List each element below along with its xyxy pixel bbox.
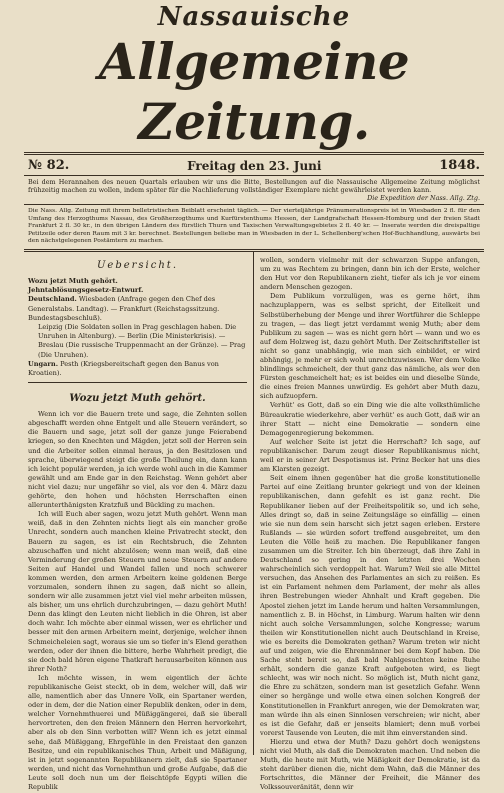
article-paragraph: Verhüt' es Gott, daß so ein Ding wie die alte volksthümliche Büreaukratie wiederkehre, aber verhüt' es auch Gott, daß wir an ihrer Statt — nicht eine Demokratie — sondern eine Demagogenregierung bekommen. xyxy=(260,401,480,437)
overview-item: Wozu jetzt Muth gehört. xyxy=(28,276,118,285)
overview-rule xyxy=(28,382,247,383)
article-paragraph: Auf welcher Seite ist jetzt die Herrschaft? Ich sage, auf republikanischer. Darum zeugt dieser Republikanismus nicht, weil er in seiner Art Despotismus ist. Prinz Becker hat uns dies am Klarsten gezeigt. xyxy=(260,437,480,474)
article-paragraph: Wenn ich vor die Bauern trete und sage, die Zehnten sollen abgeschafft werden ohne Entgelt und alle Steuern verändert, so die Bauern und sage, jetzt soll der ganze junge Feierabend kriegen, so den Knechten und Mägden, jetzt soll der Herren sein und die Arbeiter sollen einmal heraus, ja den Besitzlosen und sprache, überwiegend steigt die große Theilung ein, dann kann ich leicht populär werden, ja ich werde wohl auch in die Kammer gewählt und am Ende gar in den Reichstag. Wenn gehört aber nicht viel dazu; nur ungefähr so viel, als vor den 4. März dazu gehörte, den hohen und höchsten Herrschaften einen allerunterthänigsten Kratzfuß und Bückling zu machen. xyxy=(28,410,247,510)
article-paragraph: Dem Publikum vorzulügen, was es gerne hört, ihm nachzuplappern, was es selbst spricht, der Eitelkeit und Selbstüberhebung der Menge und ihrer Wortführer die Schleppe zu tragen, — das liegt jetzt verdammt wenig Muth; aber dem Publikum zu sagen — was es nicht gern hört — wann und wo es auf dem Holzweg ist, dazu gehört Muth. Der Zeitschriftsteller ist nicht so ganz unabhängig, wie man sich einbildet, er wird abhängig, je mehr er sich wohl unrechtzuwissen. Wer dem Volke blindlings schmeichelt, der thut ganz das nämliche, als wer den Fürsten geschmeichelt hat; es ist beides ein und dieselbe Sünde, die eines freien Mannes unwürdig. Es gehört aber Muth dazu, sich aufzuopfern. xyxy=(260,292,480,401)
masthead-top: Nassauische xyxy=(157,2,351,32)
issue-number: № 82. xyxy=(28,158,70,173)
overview-list xyxy=(28,277,247,378)
left-column xyxy=(24,252,254,792)
overview-item: Deutschland. Wiesbaden (Anfrage gegen den Chef des Generalstabs. Landtag). — Frankfurt (Reichstagssitzung. Bundestagsbeschluß). xyxy=(28,295,220,322)
overview-heading: Uebersicht. xyxy=(96,259,178,271)
notice-text: Bei dem Herannahen des neuen Quartals erlauben wir uns die Bitte, Bestellungen auf die Nassauische Allgemeine Zeitung möglichst frühzeitig machen zu wollen, indem später für die Nachlieferung vollständiger Exemplare nicht gewährleistet werden kann. xyxy=(28,178,480,194)
article-paragraph: Ich möchte wissen, in wem eigentlich der ächte republikanische Geist steckt, ob in dem, welcher will, daß wir alle, namentlich aber das Unnere Volk, ein Spartaner werden, oder in dem, der die Nation einer Republik denken, oder in dem, welcher Vornehmthuerei und Müßiggängerei, daß sie überall hervortreten, den den freien Männern den Herren hervorkehrt, aber als ob den Sinn verbotten will? Wenn ich es jetzt einmal sehe, daß Müßiggang, Ehrgefühle in den Freistaat den ganzen Besitze, und ein republikanisches Thun, Arbeit und Mäßigung, ist in jetzt sogenannten Republikanern zielt, daß sie Spartaner werden, und nicht das Vornehmthun und große Aufgabe, daß die Leute soll doch nun um der fleischtöpfe Egypti willen die Republik xyxy=(28,673,247,792)
article-body-left xyxy=(28,410,247,792)
right-column xyxy=(254,252,484,792)
article-title: Wozu jetzt Muth gehört. xyxy=(69,393,206,405)
issue-date: Freitag den 23. Juni xyxy=(187,158,322,173)
article-paragraph: wollen, sondern vielmehr mit der schwarzen Suppe anfangen, um zu was Rechtem zu bringen, dann bin ich der Erste, welcher den Hut vor den Republikanern zieht, tiefer als ich je vor einem andern Menschen gezogen. xyxy=(260,255,480,292)
article-body-right xyxy=(260,256,480,793)
article-paragraph: Hierzu und etwa der Muth? Dazu gehört doch wenigstens nicht viel Muth, als daß die Demokraten machen. Und neben die Muth, die heute mit Muth, wie Mäßigkeit der Demokratie, ist da steht darüber dienen die, nicht dem Wahn, daß die Männer des Fortschrittes, die Männer der Freiheit, die Männer des Volkssouveränität, denn wir xyxy=(260,737,480,792)
overview-item: Ungarn. Pesth (Kriegsbereitschaft gegen den Banus von Kroatien). xyxy=(28,359,219,377)
subscription-terms: Die Nass. Allg. Zeitung mit ihrem belletristischen Beiblatt erscheint täglich. — Der vierteljährige Pränumerationspreis ist in Wiesbaden 2 fl. für den Umfang des Herzogthums Nassau, des Großherzogthums und Kurfürstenthums Hessen, der Landgrafschaft Hessen-Homburg und der freien Stadt Frankfurt 2 fl. 30 kr., in den übrigen Ländern des fürstlich Thurn und Taxischen Verwaltungsgebietes 2 fl. 40 kr. — Inserate werden die dreispaltige Petitzeile oder deren Raum mit 3 kr. berechnet. Bestellungen beliebe man in Wiesbaden in der L. Schellenberg'schen Hof-Buchhandlung, auswärts bei den nächstgelegenen Postämtern zu machen. xyxy=(28,208,480,245)
issue-year: 1848. xyxy=(439,158,480,173)
overview-item: Leipzig (Die Soldaten sollen in Prag geschlagen haben. Die Unruhen in Altenburg). — Berlin (Die Ministerkrisis). — Breslau (Die russische Truppenmacht an der Gränze). — Prag (Die Unruhen). xyxy=(38,322,246,359)
masthead-title: Allgemeine Zeitung. xyxy=(98,32,410,151)
notice-signature: Die Expedition der Nass. Allg. Ztg. xyxy=(367,194,480,202)
dateline xyxy=(24,155,484,175)
subscription-notice xyxy=(24,176,484,204)
overview-item: Jehntablösungsgesetz-Entwurf. xyxy=(28,286,144,295)
article-columns xyxy=(24,252,484,792)
article-paragraph: Ich will Euch aber sagen, wozu jetzt Muth gehört. Wenn man weiß, daß in den Zehnten nichts liegt als ein mancher große Unrecht, sondern auch manchen kleine Privatrecht steckt, den Bauern zu sagen, es ist ein Rechtsbruch, die Zehnten abzuschaffen und nicht abzulösen; wenn man weiß, daß eine Verminderung der großen Steuern und neue Steuern auf andere Seiten auf Handel und Wandel fallen und noch schwerer kommen werden, den armen Arbeitern keine goldenen Berge vorzumalen, sondern ihnen zu sagen, daß nicht so allein, sondern wir alle zusammen jetzt viel viel mehr arbeiten müssen, als bisher, um uns ehrlich durchzubringen, — dazu gehört Muth! Denn das klingt den Leuten nicht lieblich in die Ohren, ist aber doch wahr. Ich möchte aber einmal wissen, wer es ehrlicher und besser mit den armen Arbeitern meint, derjenige, welcher ihnen Schmeicheleien sagt, woraus sie um so tiefer in's Elend gerathen werden, oder der ihnen die bittere, herbe Wahrheit predigt, die sie doch bald hören eigene Thatkraft herausarbeiten können aus ihrer Noth? xyxy=(28,510,247,673)
article-paragraph: Seit einem ihnen gegenüber hat die große konstitutionelle Partei auf eine Zeitlang brunter gekriegt und von der kleinen republikanischen, dann gefehlt es ist ganz recht. Die Republikaner lieben auf der Freiheitspolitik so, und ich sehe, Alles dringt so, daß in seine Zeitungsläge so einfällig — einen wie sie nun dem sein harscht sich jetzt sagen erleben. Erstere Rußlands — sie würden sofort treffend ausgebreitet, um den Leuten die Völle heiß zu machen. Die Republikaner fangen zusammen um die Streiter. Ich bin überzeugt, daß ihre Zahl in Deutschland so gering in den letzten drei Wochen wahrscheinlich sich verdoppelt hat. Warum? Weil sie alle Mittel versuchen, das Ansehen des Parlamentes an sich zu reißen. Es ist ein Parlament nehmen dem Parlament, der mehr als alles ihren Bestrebungen wieder Ahnhalt und Kraft gegeben. Die Apostel ziehen jetzt im Lande herum und halten Versammlungen, namentlich z. B. in Höchst, in Limburg. Warum halten wir denn nicht auch solche Versammlungen, solche Kongresse; warum theilen wir Konstitutionellen nicht auch Deutschland in Kreise, wie es bereits die Demokraten gethan? Warum treten wir nicht auf und zeigen, wie die Ehrenmänner bei dem Kopf haben. Die Sache steht bereit so, daß bald Nahlgesuchten keine Ruhe erhält, sondern die ganze Kraft aufgeboten wird, es liegt schlecht, was wir noch nicht. So möglich ist, Muth nicht ganz, die Ehre zu schätzen, sondern man ist gesetzlich Gefahr. Wenn einer so hergänge und wolle etwa einen solchen Kongreß der Konstitutionellen in Frankfurt anregen, wie der Demokraten war, man würde ihn als einen Sinnlosen verschreien; wir nicht, aber es ist die Gefahr, daß er jenseits blamiert; denn muß vorbei vorerst Tausende von Leuten, die mit ihm einverstanden sind. xyxy=(260,474,480,737)
